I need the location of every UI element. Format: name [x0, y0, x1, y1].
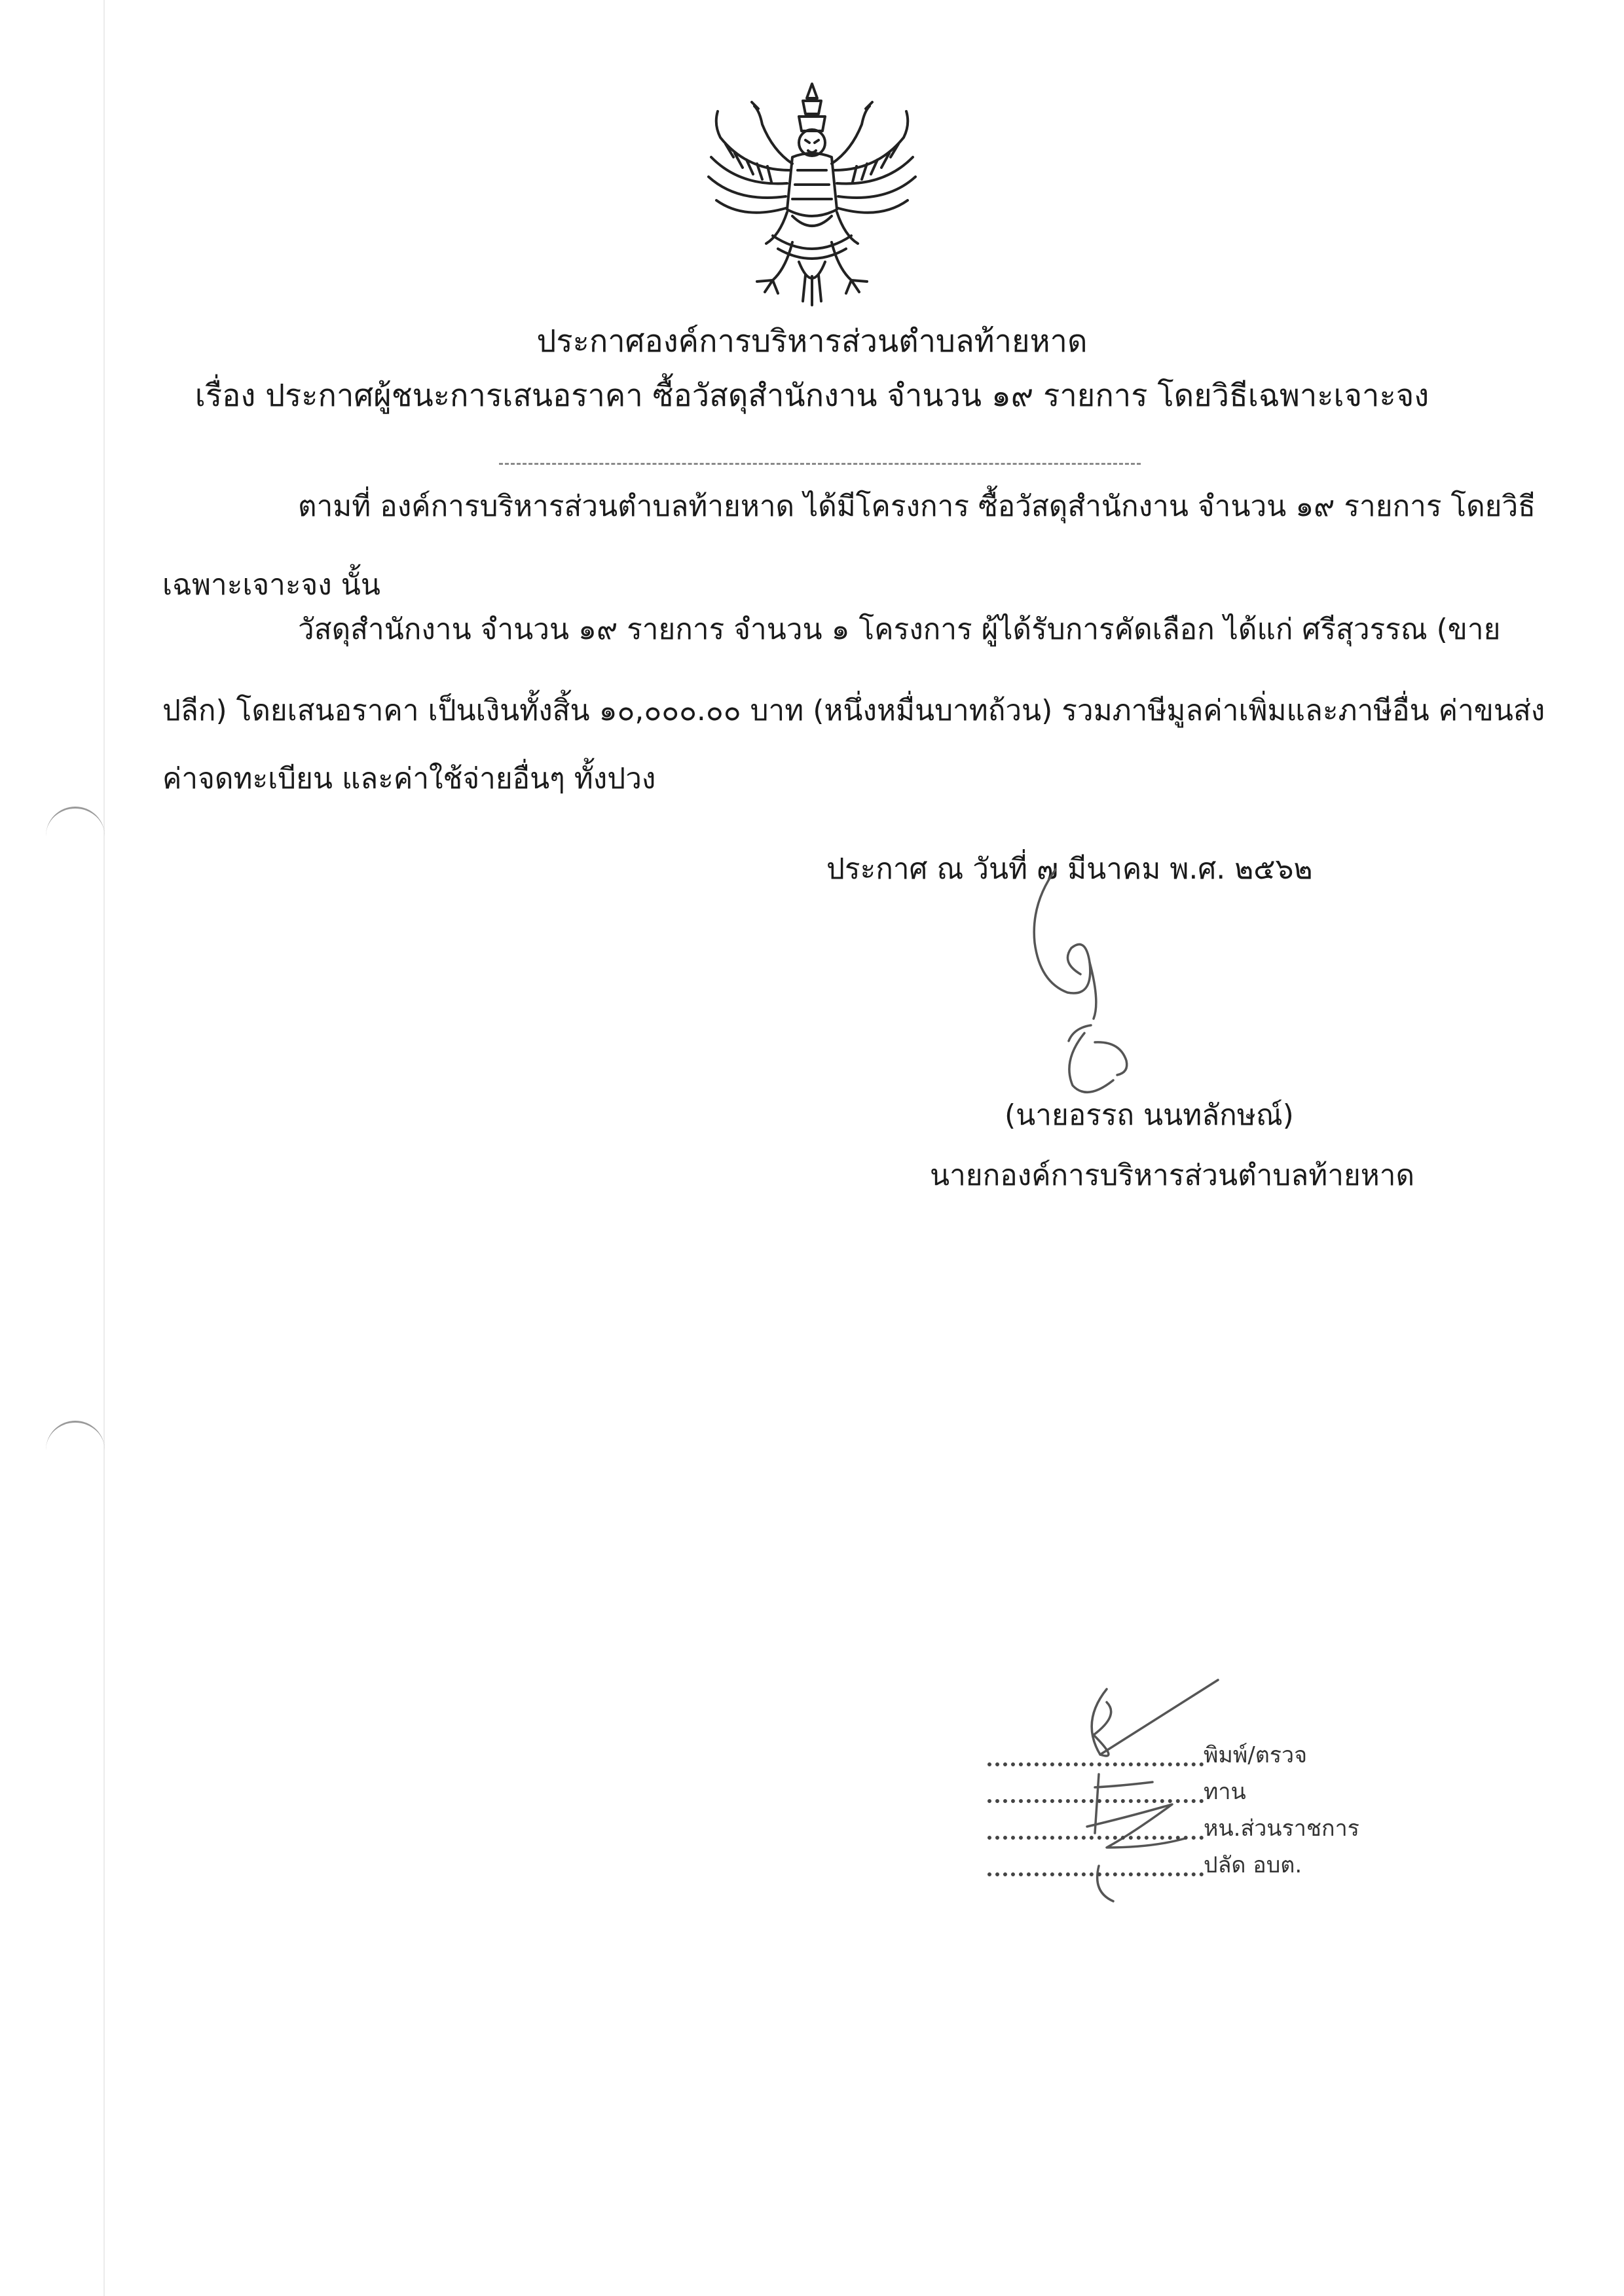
body-paragraph-1-line-1: ตามที่ องค์การบริหารส่วนตำบลท้ายหาด ได้มีโครงการ ซื้อวัสดุสำนักงาน จำนวน ๑๙ รายการ โดยวิธี — [298, 490, 1536, 523]
initials-role-3: หน.ส่วนราชการ — [1204, 1815, 1359, 1842]
body-paragraph-1-line-2: เฉพาะเจาะจง นั้น — [162, 568, 380, 602]
initials-dotted-line — [987, 1799, 1204, 1803]
initials-role-2: ทาน — [1204, 1779, 1246, 1805]
dashed-divider — [499, 463, 1141, 465]
body-paragraph-2-line-1: วัสดุสำนักงาน จำนวน ๑๙ รายการ จำนวน ๑ โครงการ ผู้ได้รับการคัดเลือก ได้แก่ ศรีสุวรรณ (ขาย — [298, 613, 1501, 646]
body-paragraph-2-line-3: ค่าจดทะเบียน และค่าใช้จ่ายอื่นๆ ทั้งปวง — [162, 762, 656, 795]
initials-dotted-line — [987, 1836, 1204, 1840]
garuda-emblem — [694, 72, 930, 314]
initials-role-4: ปลัด อบต. — [1204, 1852, 1302, 1878]
body-paragraph-2-line-2: ปลีก) โดยเสนอราคา เป็นเงินทั้งสิ้น ๑๐,๐๐๐.๐๐ บาท (หนึ่งหมื่นบาทถ้วน) รวมภาษีมูลค่าเพิ่มและภาษีอื่น ค่าขนส่ง — [162, 694, 1545, 727]
signatory-position: นายกองค์การบริหารส่วนตำบลท้ายหาด — [930, 1159, 1415, 1192]
initials-dotted-line — [987, 1872, 1204, 1876]
initials-dotted-line — [987, 1762, 1204, 1766]
announcement-date: ประกาศ ณ วันที่ ๗ มีนาคม พ.ศ. ๒๕๖๒ — [826, 852, 1313, 886]
document-title: ประกาศองค์การบริหารส่วนตำบลท้ายหาด — [536, 323, 1088, 359]
signatory-name: (นายอรรถ นนทลักษณ์) — [1005, 1099, 1294, 1132]
initials-role-1: พิมพ์/ตรวจ — [1204, 1742, 1308, 1768]
punch-hole-mark — [46, 807, 105, 848]
handwritten-signature — [1022, 864, 1218, 1100]
punch-hole-mark — [46, 1421, 105, 1462]
document-subject: เรื่อง ประกาศผู้ชนะการเสนอราคา ซื้อวัสดุสำนักงาน จำนวน ๑๙ รายการ โดยวิธีเฉพาะเจาะจง — [194, 378, 1430, 414]
